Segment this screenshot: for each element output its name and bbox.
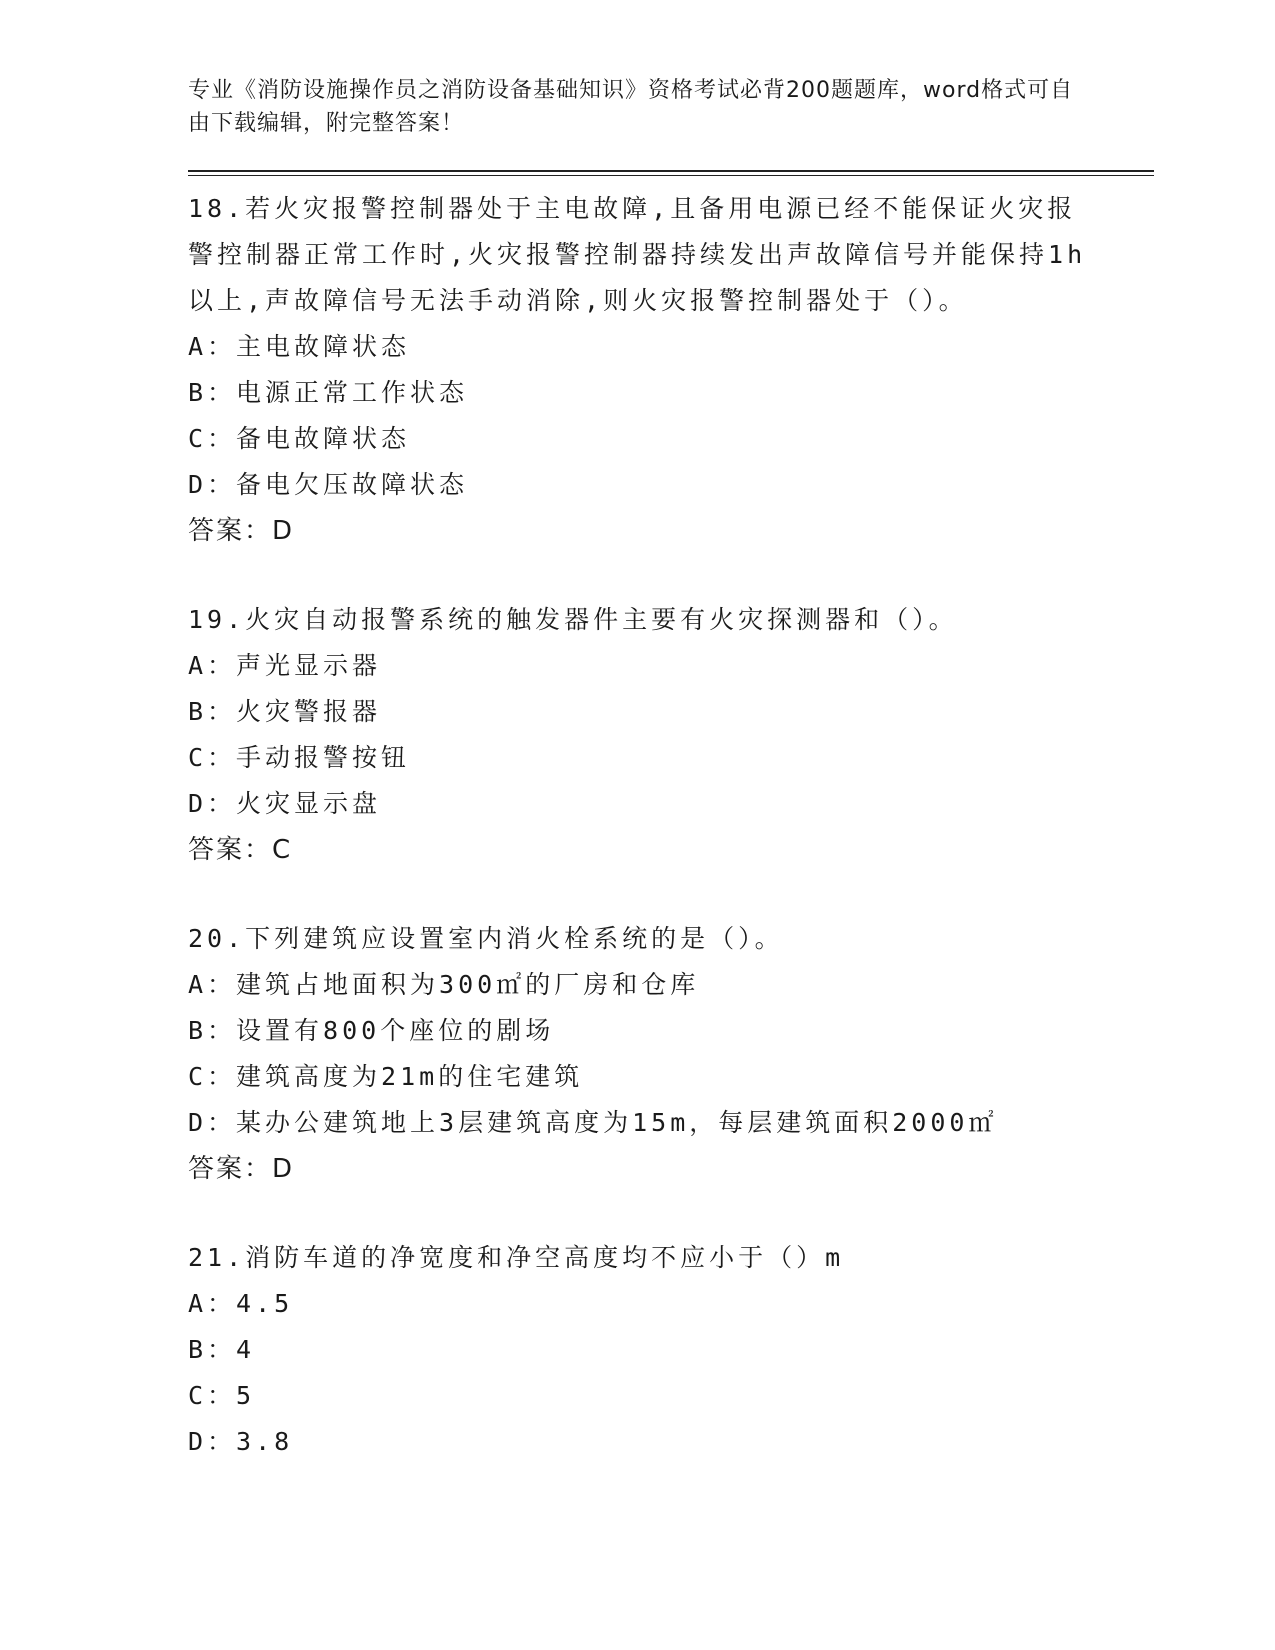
header-divider-top (188, 170, 1154, 172)
question-stem: 19.火灾自动报警系统的触发器件主要有火灾探测器和（）。 (188, 605, 958, 634)
option-a: A：建筑占地面积为300㎡的厂房和仓库 (188, 970, 700, 999)
option-a: A：声光显示器 (188, 651, 382, 680)
answer-line: 答案：D (188, 516, 295, 546)
option-d: D：火灾显示盘 (188, 789, 382, 818)
question-stem: 20.下列建筑应设置室内消火栓系统的是（）。 (188, 924, 784, 953)
option-b: B：火灾警报器 (188, 697, 382, 726)
option-b: B：4 (188, 1335, 256, 1364)
option-d: D：某办公建筑地上3层建筑高度为15m，每层建筑面积2000㎡ (188, 1108, 998, 1137)
option-a: A：4.5 (188, 1289, 294, 1318)
question-20 (188, 916, 1088, 1192)
header-divider-bottom (188, 175, 1154, 176)
option-a: A：主电故障状态 (188, 332, 411, 361)
option-d: D：3.8 (188, 1427, 294, 1456)
option-b: B：设置有800个座位的剧场 (188, 1016, 555, 1045)
option-c: C：手动报警按钮 (188, 743, 411, 772)
option-c: C：备电故障状态 (188, 424, 411, 453)
document-header: 专业《消防设施操作员之消防设备基础知识》资格考试必背200题题库，word格式可自由下载编辑，附完整答案！ (188, 78, 1074, 136)
option-d: D：备电欠压故障状态 (188, 470, 469, 499)
question-stem: 18.若火灾报警控制器处于主电故障,且备用电源已经不能保证火灾报警控制器正常工作时,火灾报警控制器持续发出声故障信号并能保持1h以上,声故障信号无法手动消除,则火灾报警控制器处于（）。 (188, 194, 1087, 315)
answer-line: 答案：D (188, 1154, 295, 1184)
option-c: C：建筑高度为21m的住宅建筑 (188, 1062, 584, 1091)
answer-line: 答案：C (188, 835, 293, 865)
option-b: B：电源正常工作状态 (188, 378, 469, 407)
question-list (188, 186, 1088, 1508)
option-c: C：5 (188, 1381, 256, 1410)
question-18 (188, 186, 1088, 554)
question-stem: 21.消防车道的净宽度和净空高度均不应小于（）m (188, 1243, 845, 1272)
question-21 (188, 1235, 1088, 1465)
question-19 (188, 597, 1088, 873)
